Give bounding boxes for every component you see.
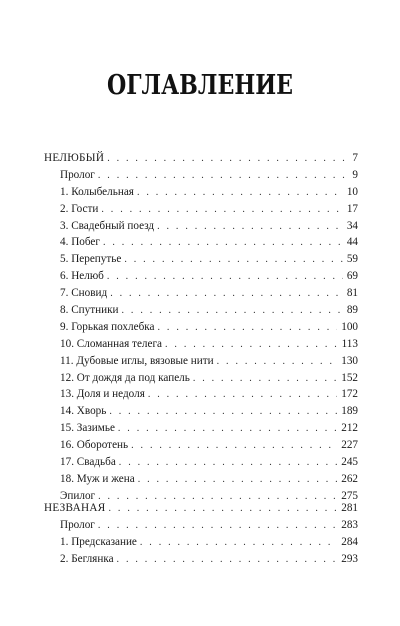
toc-entry bbox=[44, 218, 358, 235]
toc-dot-leader bbox=[157, 219, 343, 236]
toc-entry-label: 16. Оборотень bbox=[60, 439, 129, 452]
toc-dot-leader bbox=[107, 151, 348, 168]
toc-page-number: 172 bbox=[341, 388, 358, 401]
toc-entry bbox=[44, 403, 358, 420]
toc-dot-leader bbox=[98, 168, 349, 185]
toc-dot-leader bbox=[103, 235, 343, 252]
toc-entry-label: 9. Горькая похлебка bbox=[60, 320, 155, 333]
toc-page-number: 281 bbox=[341, 502, 358, 514]
toc-page-number: 10 bbox=[346, 185, 358, 198]
toc-entry-label: 8. Спутники bbox=[60, 304, 119, 317]
toc-entry bbox=[44, 517, 358, 534]
toc-page-number: 283 bbox=[341, 518, 358, 531]
toc-entry bbox=[44, 302, 358, 319]
toc-dot-leader bbox=[148, 387, 337, 404]
toc-entry bbox=[44, 234, 358, 251]
toc-entry-label: 14. Хворь bbox=[60, 405, 107, 418]
toc-entry bbox=[44, 184, 358, 201]
toc-dot-leader bbox=[110, 286, 343, 303]
toc-entry-label: Эпилог bbox=[60, 489, 96, 502]
toc-entry-label: 4. Побег bbox=[60, 236, 100, 249]
toc-part-heading bbox=[44, 150, 358, 167]
toc-dot-leader bbox=[138, 472, 338, 489]
toc-entry-label: 12. От дождя да под капель bbox=[60, 371, 190, 384]
toc-page-number: 284 bbox=[341, 535, 358, 548]
toc-dot-leader bbox=[119, 455, 337, 472]
toc-page-number: 262 bbox=[341, 472, 358, 485]
toc-entry bbox=[44, 319, 358, 336]
toc-entry bbox=[44, 336, 358, 353]
toc-entry bbox=[44, 285, 358, 302]
toc-page-number: 212 bbox=[341, 422, 358, 435]
toc-entry-label: 18. Муж и жена bbox=[60, 472, 135, 485]
toc-entry-label: НЕЛЮБЫЙ bbox=[44, 152, 105, 164]
toc-entry bbox=[44, 454, 358, 471]
toc-entry-label: 5. Перепутье bbox=[60, 253, 122, 266]
toc-entry bbox=[44, 251, 358, 268]
toc-entry-label: 3. Свадебный поезд bbox=[60, 219, 155, 232]
toc-page-number: 130 bbox=[341, 354, 358, 367]
toc-entry bbox=[44, 386, 358, 403]
toc-page-number: 275 bbox=[341, 489, 358, 502]
toc-page-number: 59 bbox=[346, 253, 358, 266]
toc-dot-leader bbox=[98, 518, 337, 535]
toc-entry-label: НЕЗВАНАЯ bbox=[44, 502, 106, 514]
toc-page-number: 44 bbox=[346, 236, 358, 249]
toc-entry bbox=[44, 167, 358, 184]
toc-entry bbox=[44, 437, 358, 454]
toc-entry-label: 10. Сломанная телега bbox=[60, 337, 163, 350]
toc-page-number: 100 bbox=[341, 320, 358, 333]
toc-dot-leader bbox=[137, 185, 343, 202]
toc-dot-leader bbox=[101, 202, 342, 219]
toc-dot-leader bbox=[122, 303, 343, 320]
toc-dot-leader bbox=[165, 337, 338, 354]
toc-entry bbox=[44, 353, 358, 370]
toc-dot-leader bbox=[124, 252, 342, 269]
toc-entry bbox=[44, 370, 358, 387]
toc-entry-label: 13. Доля и недоля bbox=[60, 388, 145, 401]
toc-entry-label: 15. Зазимье bbox=[60, 422, 115, 435]
toc-page-number: 227 bbox=[341, 439, 358, 452]
toc-page-number: 34 bbox=[346, 219, 358, 232]
toc-page-number: 69 bbox=[346, 270, 358, 283]
page-title: ОГЛАВЛЕНИЕ bbox=[106, 70, 294, 101]
toc-entry-label: Пролог bbox=[60, 518, 95, 531]
toc-entry-label: 11. Дубовые иглы, вязовые нити bbox=[60, 354, 214, 367]
toc-entry-label: Пролог bbox=[60, 168, 95, 181]
toc-part-heading bbox=[44, 500, 358, 517]
toc-entry bbox=[44, 471, 358, 488]
toc-page-number: 7 bbox=[352, 152, 358, 164]
toc-page-number: 81 bbox=[346, 287, 358, 300]
toc-page-number: 152 bbox=[341, 371, 358, 384]
toc-entry-label: 2. Гости bbox=[60, 202, 99, 215]
toc-entry-label: 7. Сновид bbox=[60, 287, 108, 300]
toc-dot-leader bbox=[131, 438, 337, 455]
toc-dot-leader bbox=[109, 404, 337, 421]
toc-entry-label: 17. Свадьба bbox=[60, 456, 116, 469]
toc-entry-label: 1. Колыбельная bbox=[60, 185, 134, 198]
toc-part-1 bbox=[44, 150, 358, 505]
toc-entry bbox=[44, 420, 358, 437]
toc-entry bbox=[44, 551, 358, 568]
toc-dot-leader bbox=[158, 320, 338, 337]
toc-page-number: 189 bbox=[341, 405, 358, 418]
toc-entry-label: 2. Беглянка bbox=[60, 552, 114, 565]
toc-page-number: 113 bbox=[341, 337, 358, 350]
toc-entry bbox=[44, 534, 358, 551]
toc-dot-leader bbox=[109, 501, 338, 518]
toc-dot-leader bbox=[107, 269, 343, 286]
toc-dot-leader bbox=[118, 421, 337, 438]
toc-entry-label: 6. Нелюб bbox=[60, 270, 104, 283]
toc-page-number: 293 bbox=[341, 552, 358, 565]
toc-page-number: 9 bbox=[352, 168, 358, 181]
toc-dot-leader bbox=[117, 552, 338, 569]
toc-entry bbox=[44, 268, 358, 285]
toc-dot-leader bbox=[193, 371, 337, 388]
toc-page-number: 245 bbox=[341, 456, 358, 469]
toc-dot-leader bbox=[140, 535, 337, 552]
toc-page-number: 17 bbox=[346, 202, 358, 215]
toc-page-number: 89 bbox=[346, 304, 358, 317]
toc-entry-label: 1. Предсказание bbox=[60, 535, 137, 548]
toc-part-2 bbox=[44, 500, 358, 568]
toc-dot-leader bbox=[217, 354, 338, 371]
toc-entry bbox=[44, 201, 358, 218]
